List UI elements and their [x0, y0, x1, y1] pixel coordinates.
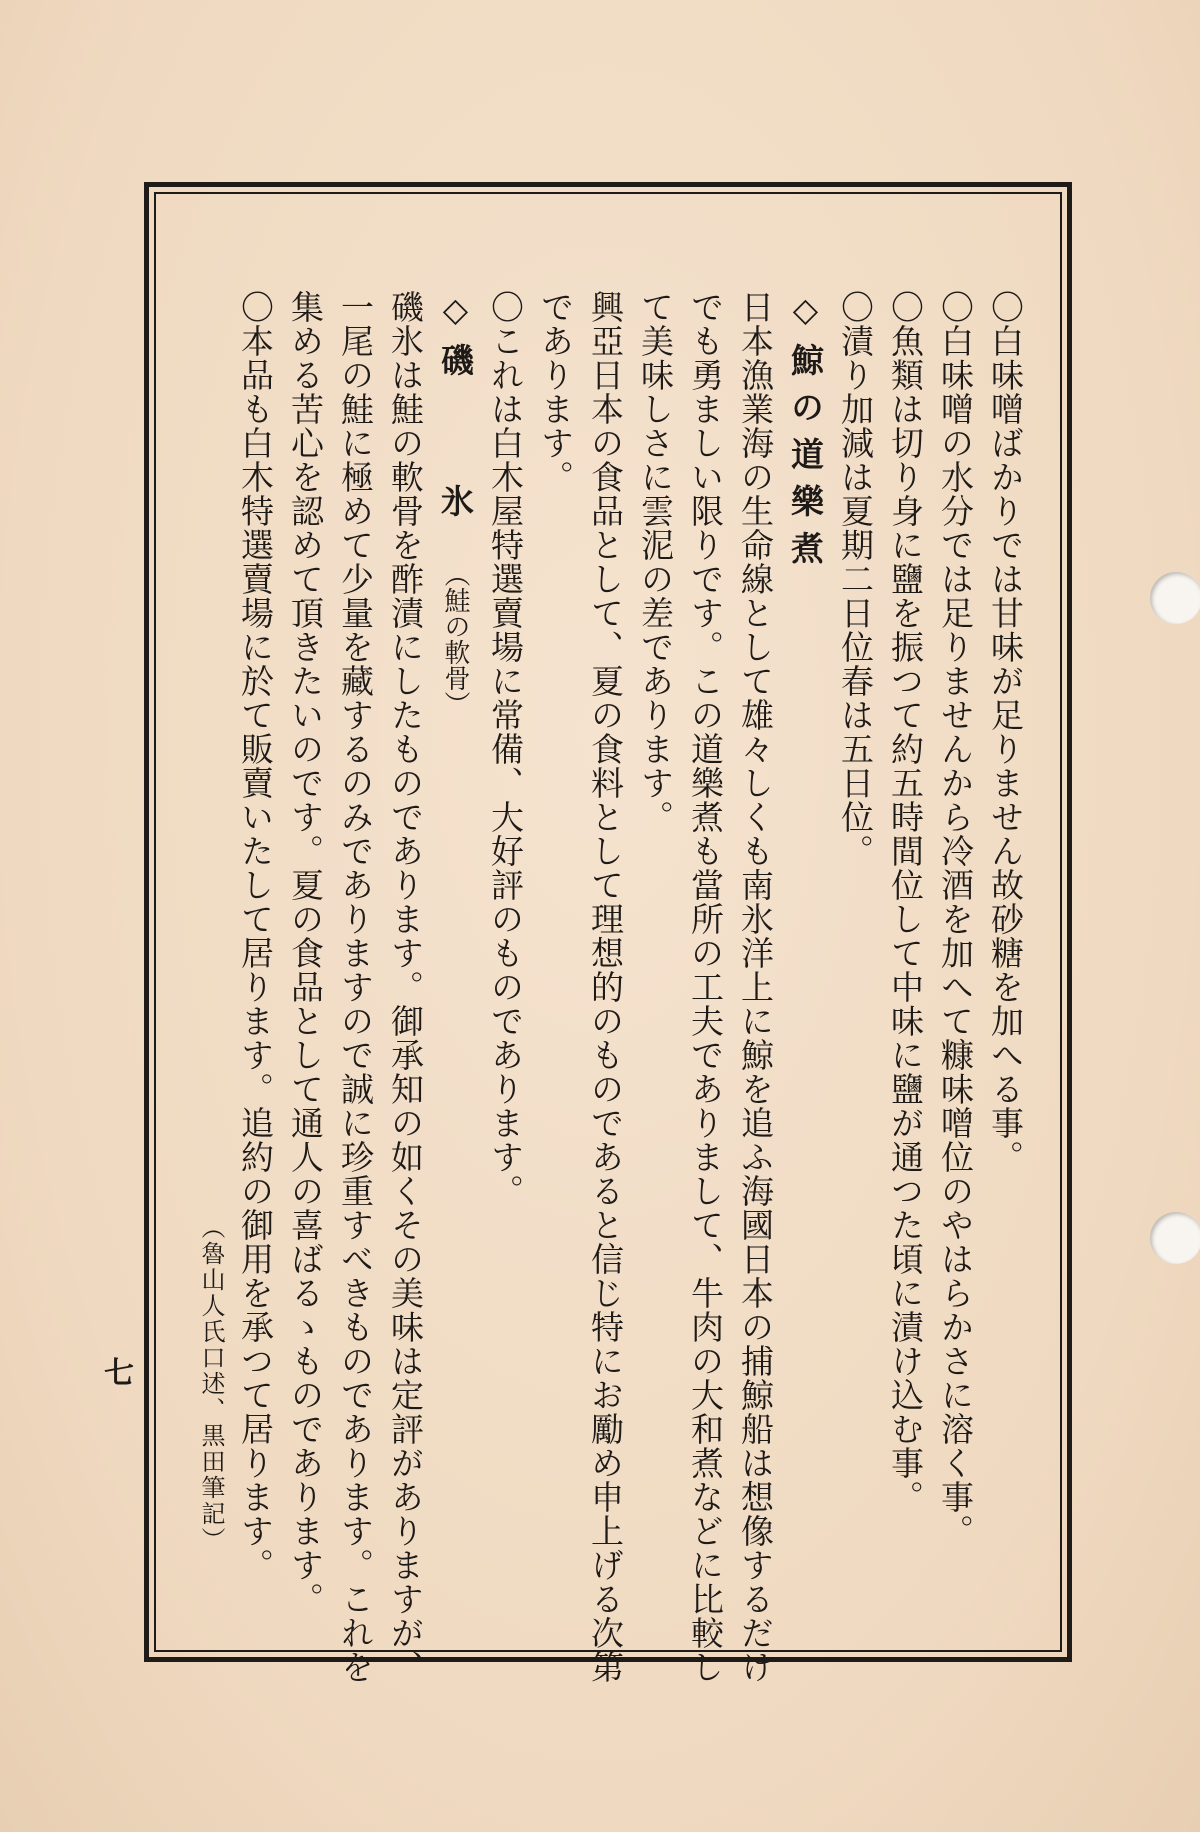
punch-hole — [1150, 1212, 1200, 1264]
text-column: 〇漬り加減は夏期二日位春は五日位。 — [836, 290, 875, 868]
text-column: でも勇ましい限りです。この道樂煮も當所の工夫でありまして、牛肉の大和煮などに比較し — [686, 290, 725, 1684]
section-heading-whale: ◇鯨の道樂煮 — [786, 290, 825, 578]
text-column: 磯氷は鮭の軟骨を酢漬にしたものであります。御承知の如くその美味は定評がありますが、 — [386, 290, 425, 1684]
section-heading-isohi — [430, 290, 480, 1630]
heading-title: ◇磯 氷 — [436, 290, 475, 531]
text-column: 日本漁業海の生命線として雄々しくも南氷洋上に鯨を追ふ海國日本の捕鯨船は想像するだけ — [736, 290, 775, 1684]
punch-hole — [1150, 572, 1200, 624]
author-credit: （魯山人氏口述、黒田筆記） — [197, 1215, 225, 1553]
text-column: 〇白味噌の水分では足りませんから冷酒を加へて糠味噌位のやはらかさに溶く事。 — [936, 290, 975, 1548]
text-column: 〇白味噌ばかりでは甘味が足りません故砂糖を加へる事。 — [986, 290, 1025, 1174]
text-column: 集める苦心を認めて頂きたいのです。夏の食品として通人の喜ばるゝものであります。 — [286, 290, 325, 1616]
page-number: 七 — [104, 1356, 134, 1391]
text-column: であります。 — [536, 290, 575, 494]
heading-subtitle: （鮭の軟骨） — [440, 561, 470, 717]
text-column: 一尾の鮭に極めて少量を藏するのみでありますので誠に珍重すべきものであります。これを — [336, 290, 375, 1684]
text-column: 〇魚類は切り身に鹽を振つて約五時間位して中味に鹽が通つた頃に漬け込む事。 — [886, 290, 925, 1514]
text-column: 〇本品も白木特選賣場に於て販賣いたして居ります。追約の御用を承つて居ります。 — [236, 290, 275, 1582]
text-column: 〇これは白木屋特選賣場に常備、大好評のものであります。 — [486, 290, 525, 1208]
text-column: て美味しさに雲泥の差であります。 — [636, 290, 675, 834]
vertical-text-body — [230, 290, 1030, 1684]
text-column: 興亞日本の食品として、夏の食料として理想的のものであると信じ特にお勵め申上げる次第 — [586, 290, 625, 1684]
